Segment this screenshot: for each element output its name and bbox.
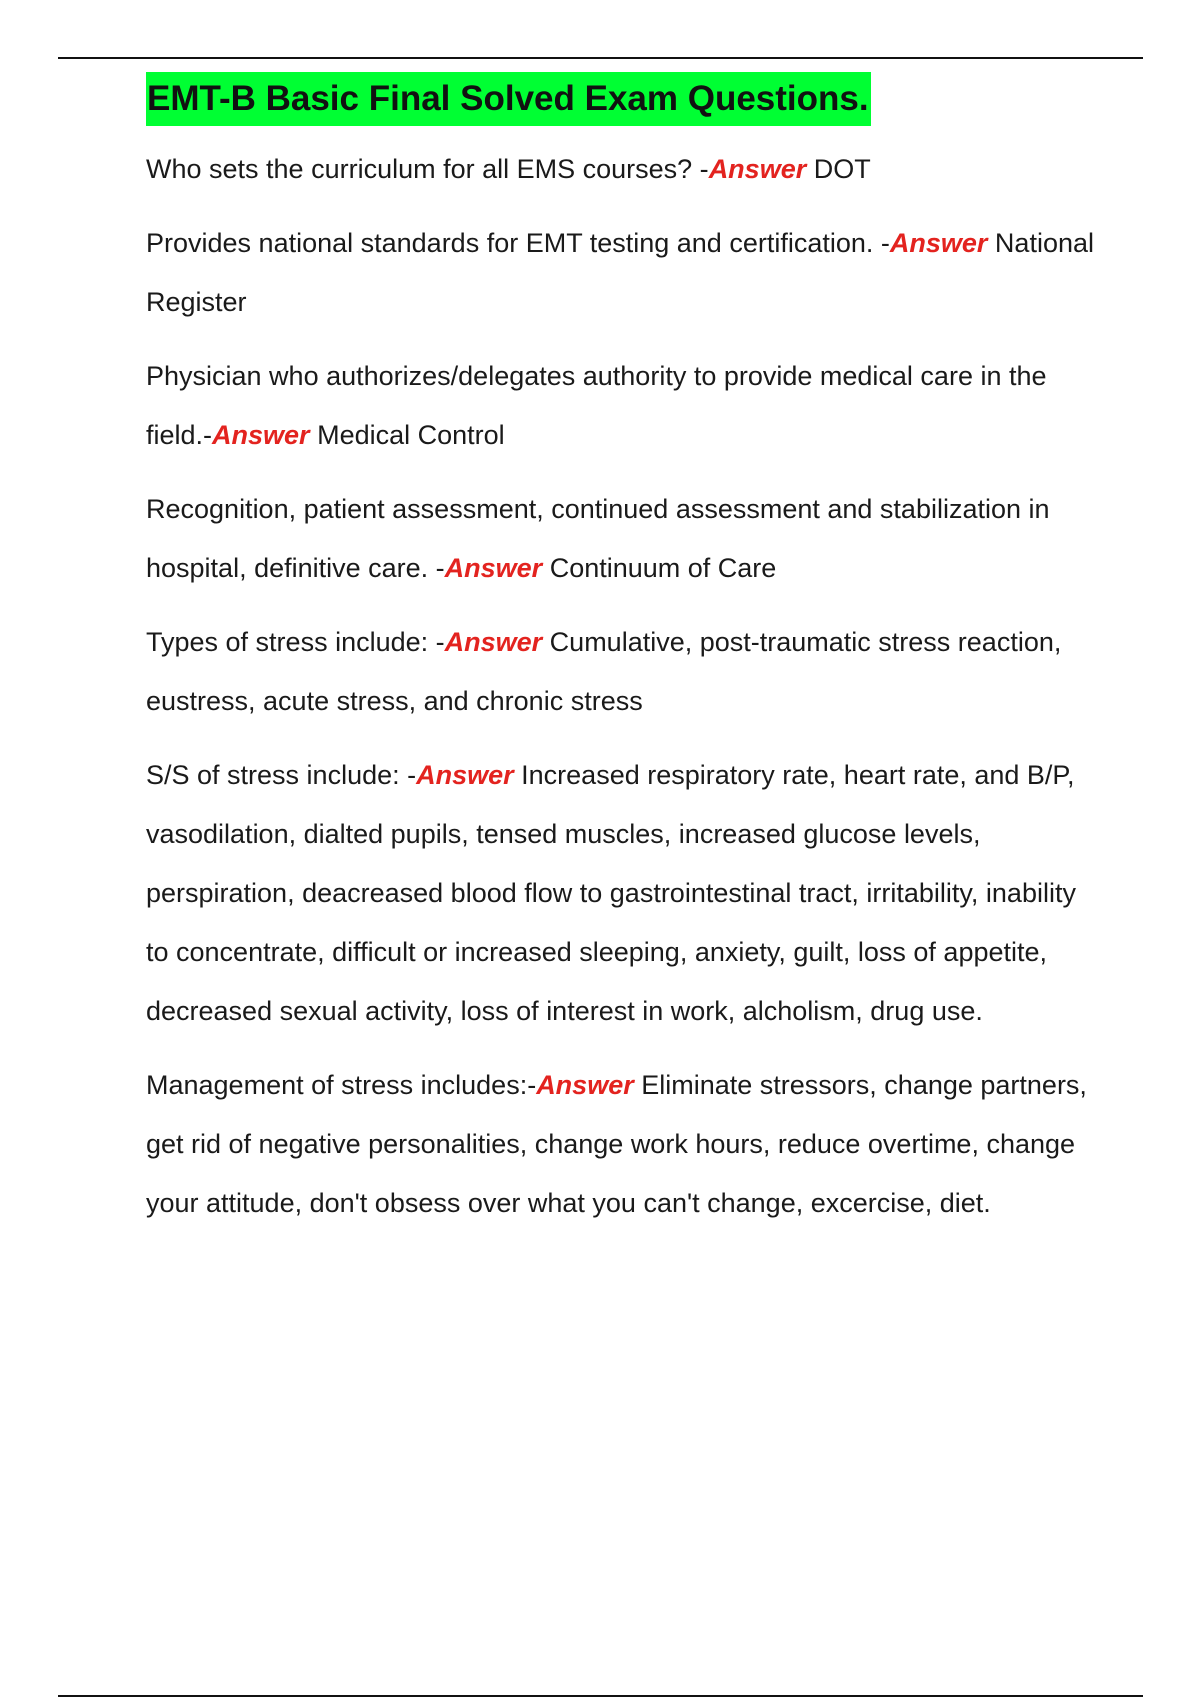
answer-text: Cumulative, post-traumatic stress reaction, eustress, acute stress, and chronic stress	[146, 627, 1062, 716]
answer-label: Answer	[444, 553, 543, 583]
question-text: Types of stress include: -	[146, 627, 445, 657]
answer-label: Answer	[889, 228, 988, 258]
answer-text: Eliminate stressors, change partners, get rid of negative personalities, change work hours, reduce overtime, change your attitude, don't obsess over what you can't change, excercise, diet.	[146, 1070, 1087, 1218]
answer-label: Answer	[444, 627, 543, 657]
answer-text: Increased respiratory rate, heart rate, and B/P, vasodilation, dialted pupils, tensed muscles, increased glucose levels, perspiration, deacreased blood flow to gastrointestinal tract, irritability, inability to concentrate, difficult or increased sleeping, anxiety, guilt, loss of appetite, decreased sexual activity, loss of interest in work, alcholism, drug use.	[146, 760, 1076, 1026]
answer-text: Continuum of Care	[542, 553, 777, 583]
qa-item	[146, 347, 1096, 465]
document-title: EMT-B Basic Final Solved Exam Questions.	[146, 72, 871, 126]
qa-item	[146, 140, 1096, 199]
question-text: Provides national standards for EMT testing and certification. -	[146, 228, 890, 258]
qa-item	[146, 480, 1096, 598]
question-text: Who sets the curriculum for all EMS courses? -	[146, 154, 709, 184]
qa-item	[146, 214, 1096, 332]
answer-text: DOT	[806, 154, 871, 184]
top-rule	[58, 57, 1143, 59]
question-text: Recognition, patient assessment, continued assessment and stabilization in hospital, definitive care. -	[146, 494, 1050, 583]
answer-label: Answer	[708, 154, 807, 184]
qa-item	[146, 746, 1096, 1041]
answer-text: National Register	[146, 228, 1094, 317]
question-text: Management of stress includes:-	[146, 1070, 537, 1100]
qa-item	[146, 1056, 1096, 1233]
qa-item	[146, 613, 1096, 731]
answer-text: Medical Control	[309, 420, 505, 450]
answer-label: Answer	[416, 760, 514, 790]
document-body	[146, 72, 1096, 1248]
question-text: Physician who authorizes/delegates authority to provide medical care in the field.-	[146, 361, 1047, 450]
question-text: S/S of stress include: -	[146, 760, 417, 790]
bottom-rule	[58, 1695, 1143, 1697]
answer-label: Answer	[536, 1070, 634, 1100]
answer-label: Answer	[212, 420, 310, 450]
